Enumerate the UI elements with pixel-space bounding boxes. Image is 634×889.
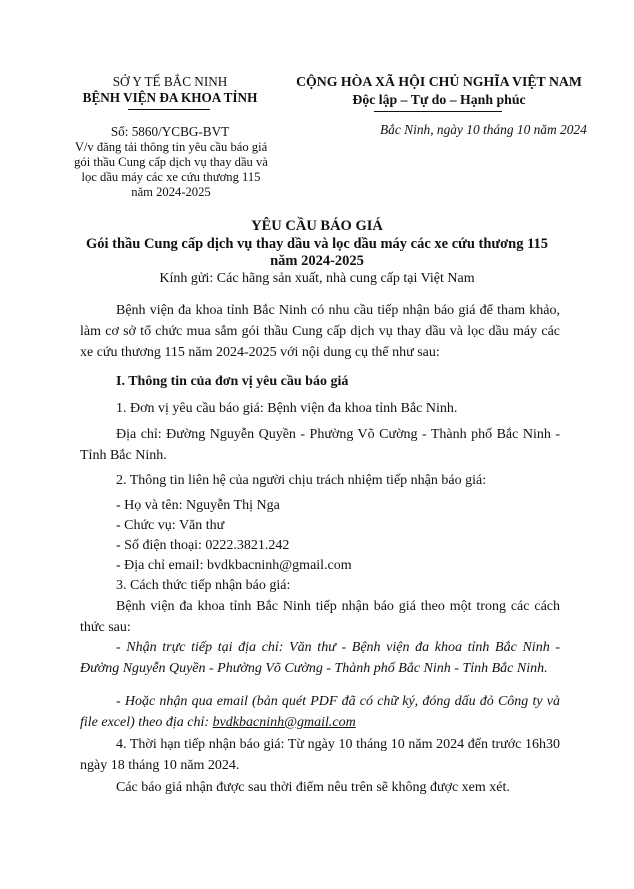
recipient: Kính gửi: Các hãng sản xuất, nhà cung cấp tại Việt Nam xyxy=(159,271,475,286)
address-paragraph: Địa chỉ: Đường Nguyễn Quyền - Phường Võ Cường - Thành phố Bắc Ninh - Tỉnh Bắc Ninh. xyxy=(80,427,560,463)
receive-method-1: - Nhận trực tiếp tại địa chỉ: Văn thư - Bệnh viện đa khoa tỉnh Bắc Ninh - Đường Nguyễn Quyền - Phường Võ Cường - Thành phố Bắc Ninh - Tỉnh Bắc Ninh. xyxy=(80,640,560,676)
method-2-text: - Hoặc nhận qua email (bản quét PDF đã có chữ ký, đóng dấu đỏ Công ty và file excel) theo địa chỉ: xyxy=(80,694,560,730)
motto-underline xyxy=(374,111,502,112)
receive-method-2 xyxy=(80,691,560,733)
receive-intro: Bệnh viện đa khoa tỉnh Bắc Ninh tiếp nhận báo giá theo một trong các cách thức sau: xyxy=(80,599,560,635)
document-number: Số: 5860/YCBG-BVT xyxy=(110,124,230,139)
hospital-underline xyxy=(128,109,210,110)
country-name: CỘNG HÒA XÃ HỘI CHỦ NGHĨA VIỆT NAM xyxy=(296,74,582,89)
item-2: 2. Thông tin liên hệ của người chịu trách nhiệm tiếp nhận báo giá: xyxy=(116,473,487,488)
contact-position: - Chức vụ: Văn thư xyxy=(116,518,225,533)
place-date: Bắc Ninh, ngày 10 tháng 10 năm 2024 xyxy=(380,122,587,137)
contact-phone: - Số điện thoại: 0222.3821.242 xyxy=(116,538,290,553)
hospital-name: BỆNH VIỆN ĐA KHOA TỈNH xyxy=(82,90,258,105)
national-motto: Độc lập – Tự do – Hạnh phúc xyxy=(352,92,526,107)
intro-paragraph: Bệnh viện đa khoa tỉnh Bắc Ninh có nhu cầu tiếp nhận báo giá để tham khảo, làm cơ sở tổ chức mua sắm gói thầu Cung cấp dịch vụ thay dầu và lọc dầu máy các xe cứu thương 115 năm 2024-2025 với nội dung cụ thể như sau: xyxy=(80,303,560,360)
contact-email: - Địa chỉ email: bvdkbacninh@gmail.com xyxy=(116,558,352,573)
title-line-1: Gói thầu Cung cấp dịch vụ thay dầu và lọc dầu máy các xe cứu thương 115 xyxy=(85,236,549,252)
item-3: 3. Cách thức tiếp nhận báo giá: xyxy=(116,578,291,593)
title-line-2: năm 2024-2025 xyxy=(270,253,364,269)
email-link[interactable]: bvdkbacninh@gmail.com xyxy=(212,715,356,730)
document-title: YÊU CẦU BÁO GIÁ xyxy=(251,218,383,234)
item-4: 4. Thời hạn tiếp nhận báo giá: Từ ngày 10 tháng 10 năm 2024 đến trước 16h30 ngày 18 tháng 10 năm 2024. xyxy=(80,737,560,773)
closing-note: Các báo giá nhận được sau thời điểm nêu trên sẽ không được xem xét. xyxy=(116,780,510,795)
agency-name: SỞ Y TẾ BẮC NINH xyxy=(112,74,228,89)
contact-name: - Họ và tên: Nguyễn Thị Nga xyxy=(116,498,280,513)
section-1-heading: I. Thông tin của đơn vị yêu cầu báo giá xyxy=(116,374,349,389)
item-1: 1. Đơn vị yêu cầu báo giá: Bệnh viện đa khoa tỉnh Bắc Ninh. xyxy=(116,401,458,416)
document-subject: V/v đăng tải thông tin yêu cầu báo giá gói thầu Cung cấp dịch vụ thay dầu và lọc dầu máy các xe cứu thương 115 năm 2024-2025 xyxy=(74,140,268,199)
